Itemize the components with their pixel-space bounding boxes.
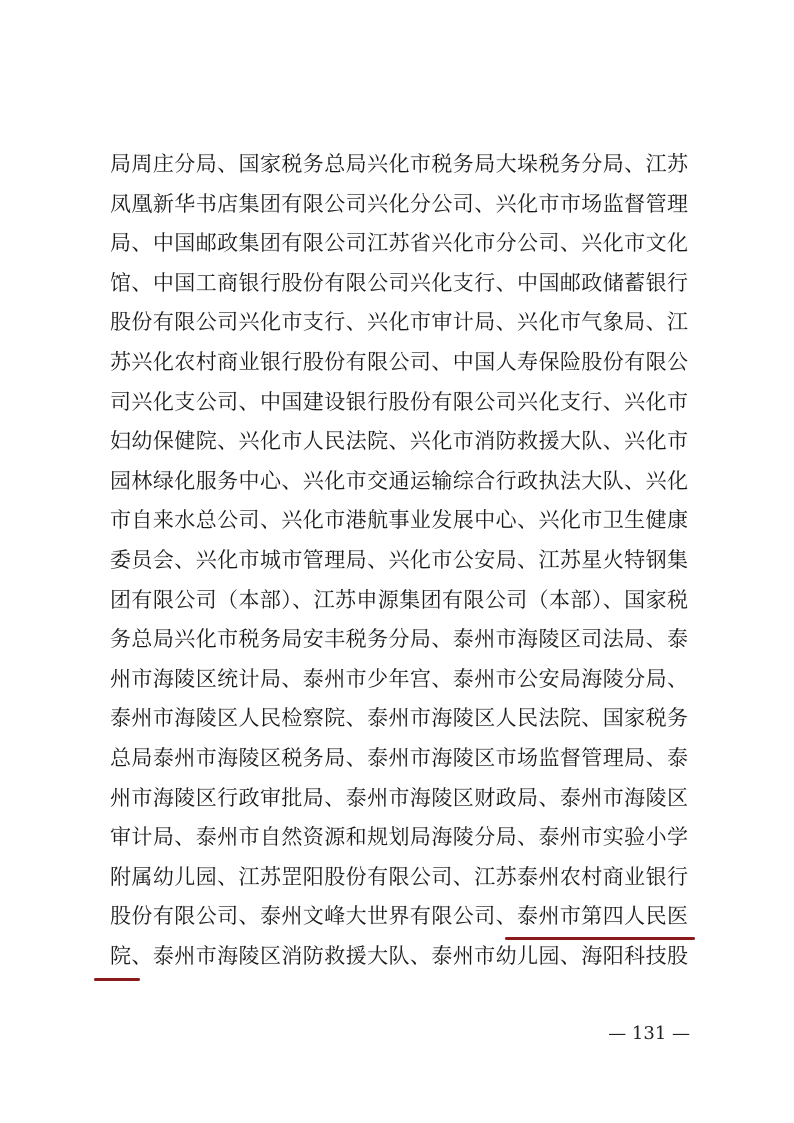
text-line: 股份有限公司、泰州文峰大世界有限公司、泰州市第四人民医 (110, 904, 688, 929)
text-line: 审计局、泰州市自然资源和规划局海陵分局、泰州市实验小学 (110, 825, 688, 850)
text-line: 园林绿化服务中心、兴化市交通运输综合行政执法大队、兴化 (110, 468, 688, 493)
text-line: 州市海陵区行政审批局、泰州市海陵区财政局、泰州市海陵区 (110, 785, 688, 810)
text-line: 附属幼儿园、江苏罡阳股份有限公司、江苏泰州农村商业银行 (110, 864, 688, 889)
text-line: 苏兴化农村商业银行股份有限公司、中国人寿保险股份有限公 (110, 349, 688, 374)
text-line: 务总局兴化市税务局安丰税务分局、泰州市海陵区司法局、泰 (110, 627, 688, 652)
text-line: 凤凰新华书店集团有限公司兴化分公司、兴化市市场监督管理 (110, 191, 688, 216)
text-line: 妇幼保健院、兴化市人民法院、兴化市消防救援大队、兴化市 (110, 429, 688, 454)
text-line: 局周庄分局、国家税务总局兴化市税务局大垛税务分局、江苏 (110, 152, 688, 176)
text-line: 州市海陵区统计局、泰州市少年宫、泰州市公安局海陵分局、 (110, 666, 688, 691)
text-line: 总局泰州市海陵区税务局、泰州市海陵区市场监督管理局、泰 (110, 745, 688, 770)
text-line: 团有限公司（本部）、江苏申源集团有限公司（本部）、国家税 (110, 587, 688, 612)
text-line: 院、泰州市海陵区消防救援大队、泰州市幼儿园、海阳科技股 (110, 943, 688, 968)
body-text (110, 145, 688, 976)
text-line: 司兴化支公司、中国建设银行股份有限公司兴化支行、兴化市 (110, 389, 688, 414)
page-number: — 131 — (608, 1023, 690, 1044)
text-line: 市自来水总公司、兴化市港航事业发展中心、兴化市卫生健康 (110, 508, 688, 533)
text-line: 委员会、兴化市城市管理局、兴化市公安局、江苏星火特钢集 (110, 547, 688, 572)
text-line: 股份有限公司兴化市支行、兴化市审计局、兴化市气象局、江 (110, 310, 688, 335)
text-line: 泰州市海陵区人民检察院、泰州市海陵区人民法院、国家税务 (110, 706, 688, 731)
text-line: 局、中国邮政集团有限公司江苏省兴化市分公司、兴化市文化 (110, 231, 688, 256)
text-line: 馆、中国工商银行股份有限公司兴化支行、中国邮政储蓄银行 (110, 270, 688, 295)
red-underline-highlight-continuation (94, 978, 140, 981)
red-underline-highlight (505, 937, 695, 940)
